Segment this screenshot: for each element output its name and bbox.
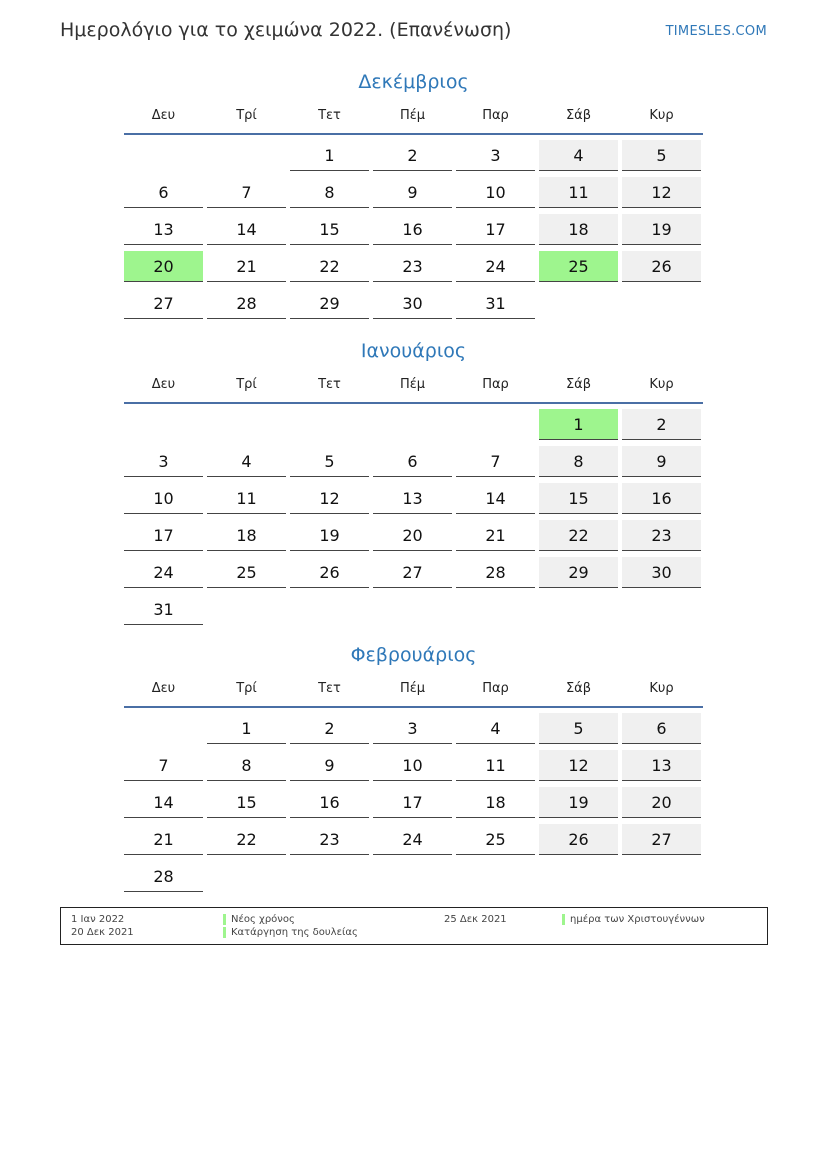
empty-cell [456, 409, 535, 439]
day-cell: 14 [456, 483, 535, 514]
month-title: Φεβρουάριος [350, 644, 477, 666]
legend-color-marker [562, 914, 565, 925]
day-cell: 3 [124, 446, 203, 477]
day-cell: 14 [207, 214, 286, 245]
day-cell: 20 [622, 787, 701, 818]
day-cell: 10 [124, 483, 203, 514]
site-link[interactable]: TIMESLES.COM [665, 24, 767, 39]
day-cell: 23 [622, 520, 701, 551]
day-cell: 8 [207, 750, 286, 781]
weekday-header [124, 97, 703, 135]
weekday-label: Τετ [318, 107, 341, 123]
day-cell: 17 [373, 787, 452, 818]
day-cell: 28 [207, 288, 286, 319]
day-cell: 3 [373, 713, 452, 744]
legend-holiday-name: ημέρα των Χριστουγέννων [570, 914, 705, 925]
day-grid [124, 708, 703, 898]
day-cell: 5 [622, 140, 701, 171]
day-cell: 26 [622, 251, 701, 282]
day-cell: 29 [539, 557, 618, 588]
month-december [124, 67, 703, 325]
weekday-label: Σάβ [565, 376, 592, 392]
weekday-label: Τρί [236, 680, 257, 696]
day-cell: 22 [207, 824, 286, 855]
day-cell: 31 [124, 594, 203, 625]
day-cell: 15 [539, 483, 618, 514]
day-cell: 1 [290, 140, 369, 171]
weekday-label: Τρί [236, 376, 257, 392]
weekday-label: Παρ [482, 107, 509, 123]
day-cell: 31 [456, 288, 535, 319]
day-grid [124, 135, 703, 325]
weekday-label: Τετ [318, 680, 341, 696]
empty-cell [124, 713, 203, 743]
day-cell: 4 [456, 713, 535, 744]
weekday-header [124, 670, 703, 708]
day-cell: 27 [373, 557, 452, 588]
day-cell: 11 [539, 177, 618, 208]
holiday-day-cell: 1 [539, 409, 618, 440]
day-cell: 12 [539, 750, 618, 781]
weekday-label: Σάβ [565, 680, 592, 696]
weekday-label: Δευ [151, 680, 176, 696]
day-cell: 9 [622, 446, 701, 477]
legend-date: 1 Ιαν 2022 [71, 914, 125, 925]
day-cell: 16 [622, 483, 701, 514]
day-cell: 29 [290, 288, 369, 319]
day-cell: 7 [456, 446, 535, 477]
empty-cell [290, 409, 369, 439]
day-cell: 16 [290, 787, 369, 818]
day-cell: 20 [373, 520, 452, 551]
day-cell: 2 [290, 713, 369, 744]
day-cell: 15 [207, 787, 286, 818]
empty-cell [124, 140, 203, 170]
day-cell: 18 [539, 214, 618, 245]
day-cell: 10 [456, 177, 535, 208]
day-cell: 9 [290, 750, 369, 781]
month-january [124, 336, 703, 631]
day-cell: 13 [124, 214, 203, 245]
weekday-label: Δευ [151, 376, 176, 392]
day-cell: 24 [124, 557, 203, 588]
empty-cell [124, 409, 203, 439]
day-cell: 15 [290, 214, 369, 245]
weekday-label: Παρ [482, 376, 509, 392]
empty-cell [207, 409, 286, 439]
day-cell: 22 [539, 520, 618, 551]
day-cell: 28 [124, 861, 203, 892]
weekday-label: Τετ [318, 376, 341, 392]
day-cell: 22 [290, 251, 369, 282]
weekday-label: Τρί [236, 107, 257, 123]
day-cell: 13 [373, 483, 452, 514]
day-cell: 11 [456, 750, 535, 781]
empty-cell [373, 409, 452, 439]
holiday-legend [60, 907, 768, 945]
legend-color-marker [223, 927, 226, 938]
day-cell: 18 [456, 787, 535, 818]
day-cell: 14 [124, 787, 203, 818]
day-cell: 13 [622, 750, 701, 781]
holiday-day-cell: 25 [539, 251, 618, 282]
day-cell: 4 [539, 140, 618, 171]
legend-color-marker [223, 914, 226, 925]
day-cell: 12 [622, 177, 701, 208]
legend-holiday-name: Κατάργηση της δουλείας [231, 927, 358, 938]
day-cell: 23 [290, 824, 369, 855]
day-grid [124, 404, 703, 631]
weekday-header [124, 366, 703, 404]
day-cell: 6 [622, 713, 701, 744]
day-cell: 4 [207, 446, 286, 477]
weekday-label: Πέμ [399, 107, 426, 123]
legend-holiday-name: Νέος χρόνος [231, 914, 295, 925]
day-cell: 12 [290, 483, 369, 514]
weekday-label: Δευ [151, 107, 176, 123]
weekday-label: Κυρ [649, 107, 674, 123]
day-cell: 27 [622, 824, 701, 855]
day-cell: 26 [539, 824, 618, 855]
legend-date: 20 Δεκ 2021 [71, 927, 134, 938]
day-cell: 11 [207, 483, 286, 514]
day-cell: 30 [622, 557, 701, 588]
day-cell: 30 [373, 288, 452, 319]
day-cell: 2 [622, 409, 701, 440]
day-cell: 16 [373, 214, 452, 245]
day-cell: 10 [373, 750, 452, 781]
month-title: Δεκέμβριος [358, 71, 469, 93]
day-cell: 21 [207, 251, 286, 282]
day-cell: 26 [290, 557, 369, 588]
day-cell: 2 [373, 140, 452, 171]
day-cell: 5 [539, 713, 618, 744]
day-cell: 25 [456, 824, 535, 855]
day-cell: 24 [456, 251, 535, 282]
day-cell: 21 [124, 824, 203, 855]
holiday-day-cell: 20 [124, 251, 203, 282]
day-cell: 5 [290, 446, 369, 477]
weekday-label: Πέμ [399, 680, 426, 696]
day-cell: 25 [207, 557, 286, 588]
weekday-label: Σάβ [565, 107, 592, 123]
day-cell: 19 [539, 787, 618, 818]
day-cell: 8 [290, 177, 369, 208]
day-cell: 7 [124, 750, 203, 781]
month-february [124, 640, 703, 898]
weekday-label: Πέμ [399, 376, 426, 392]
day-cell: 24 [373, 824, 452, 855]
day-cell: 3 [456, 140, 535, 171]
day-cell: 19 [290, 520, 369, 551]
day-cell: 8 [539, 446, 618, 477]
weekday-label: Κυρ [649, 680, 674, 696]
empty-cell [207, 140, 286, 170]
month-title: Ιανουάριος [360, 340, 467, 362]
day-cell: 1 [207, 713, 286, 744]
day-cell: 9 [373, 177, 452, 208]
legend-date: 25 Δεκ 2021 [444, 914, 507, 925]
weekday-label: Παρ [482, 680, 509, 696]
day-cell: 21 [456, 520, 535, 551]
day-cell: 6 [373, 446, 452, 477]
day-cell: 18 [207, 520, 286, 551]
day-cell: 28 [456, 557, 535, 588]
day-cell: 23 [373, 251, 452, 282]
day-cell: 6 [124, 177, 203, 208]
day-cell: 27 [124, 288, 203, 319]
day-cell: 19 [622, 214, 701, 245]
day-cell: 7 [207, 177, 286, 208]
page-title: Ημερολόγιο για το χειμώνα 2022. (Επανένωση) [60, 19, 512, 41]
day-cell: 17 [456, 214, 535, 245]
weekday-label: Κυρ [649, 376, 674, 392]
day-cell: 17 [124, 520, 203, 551]
